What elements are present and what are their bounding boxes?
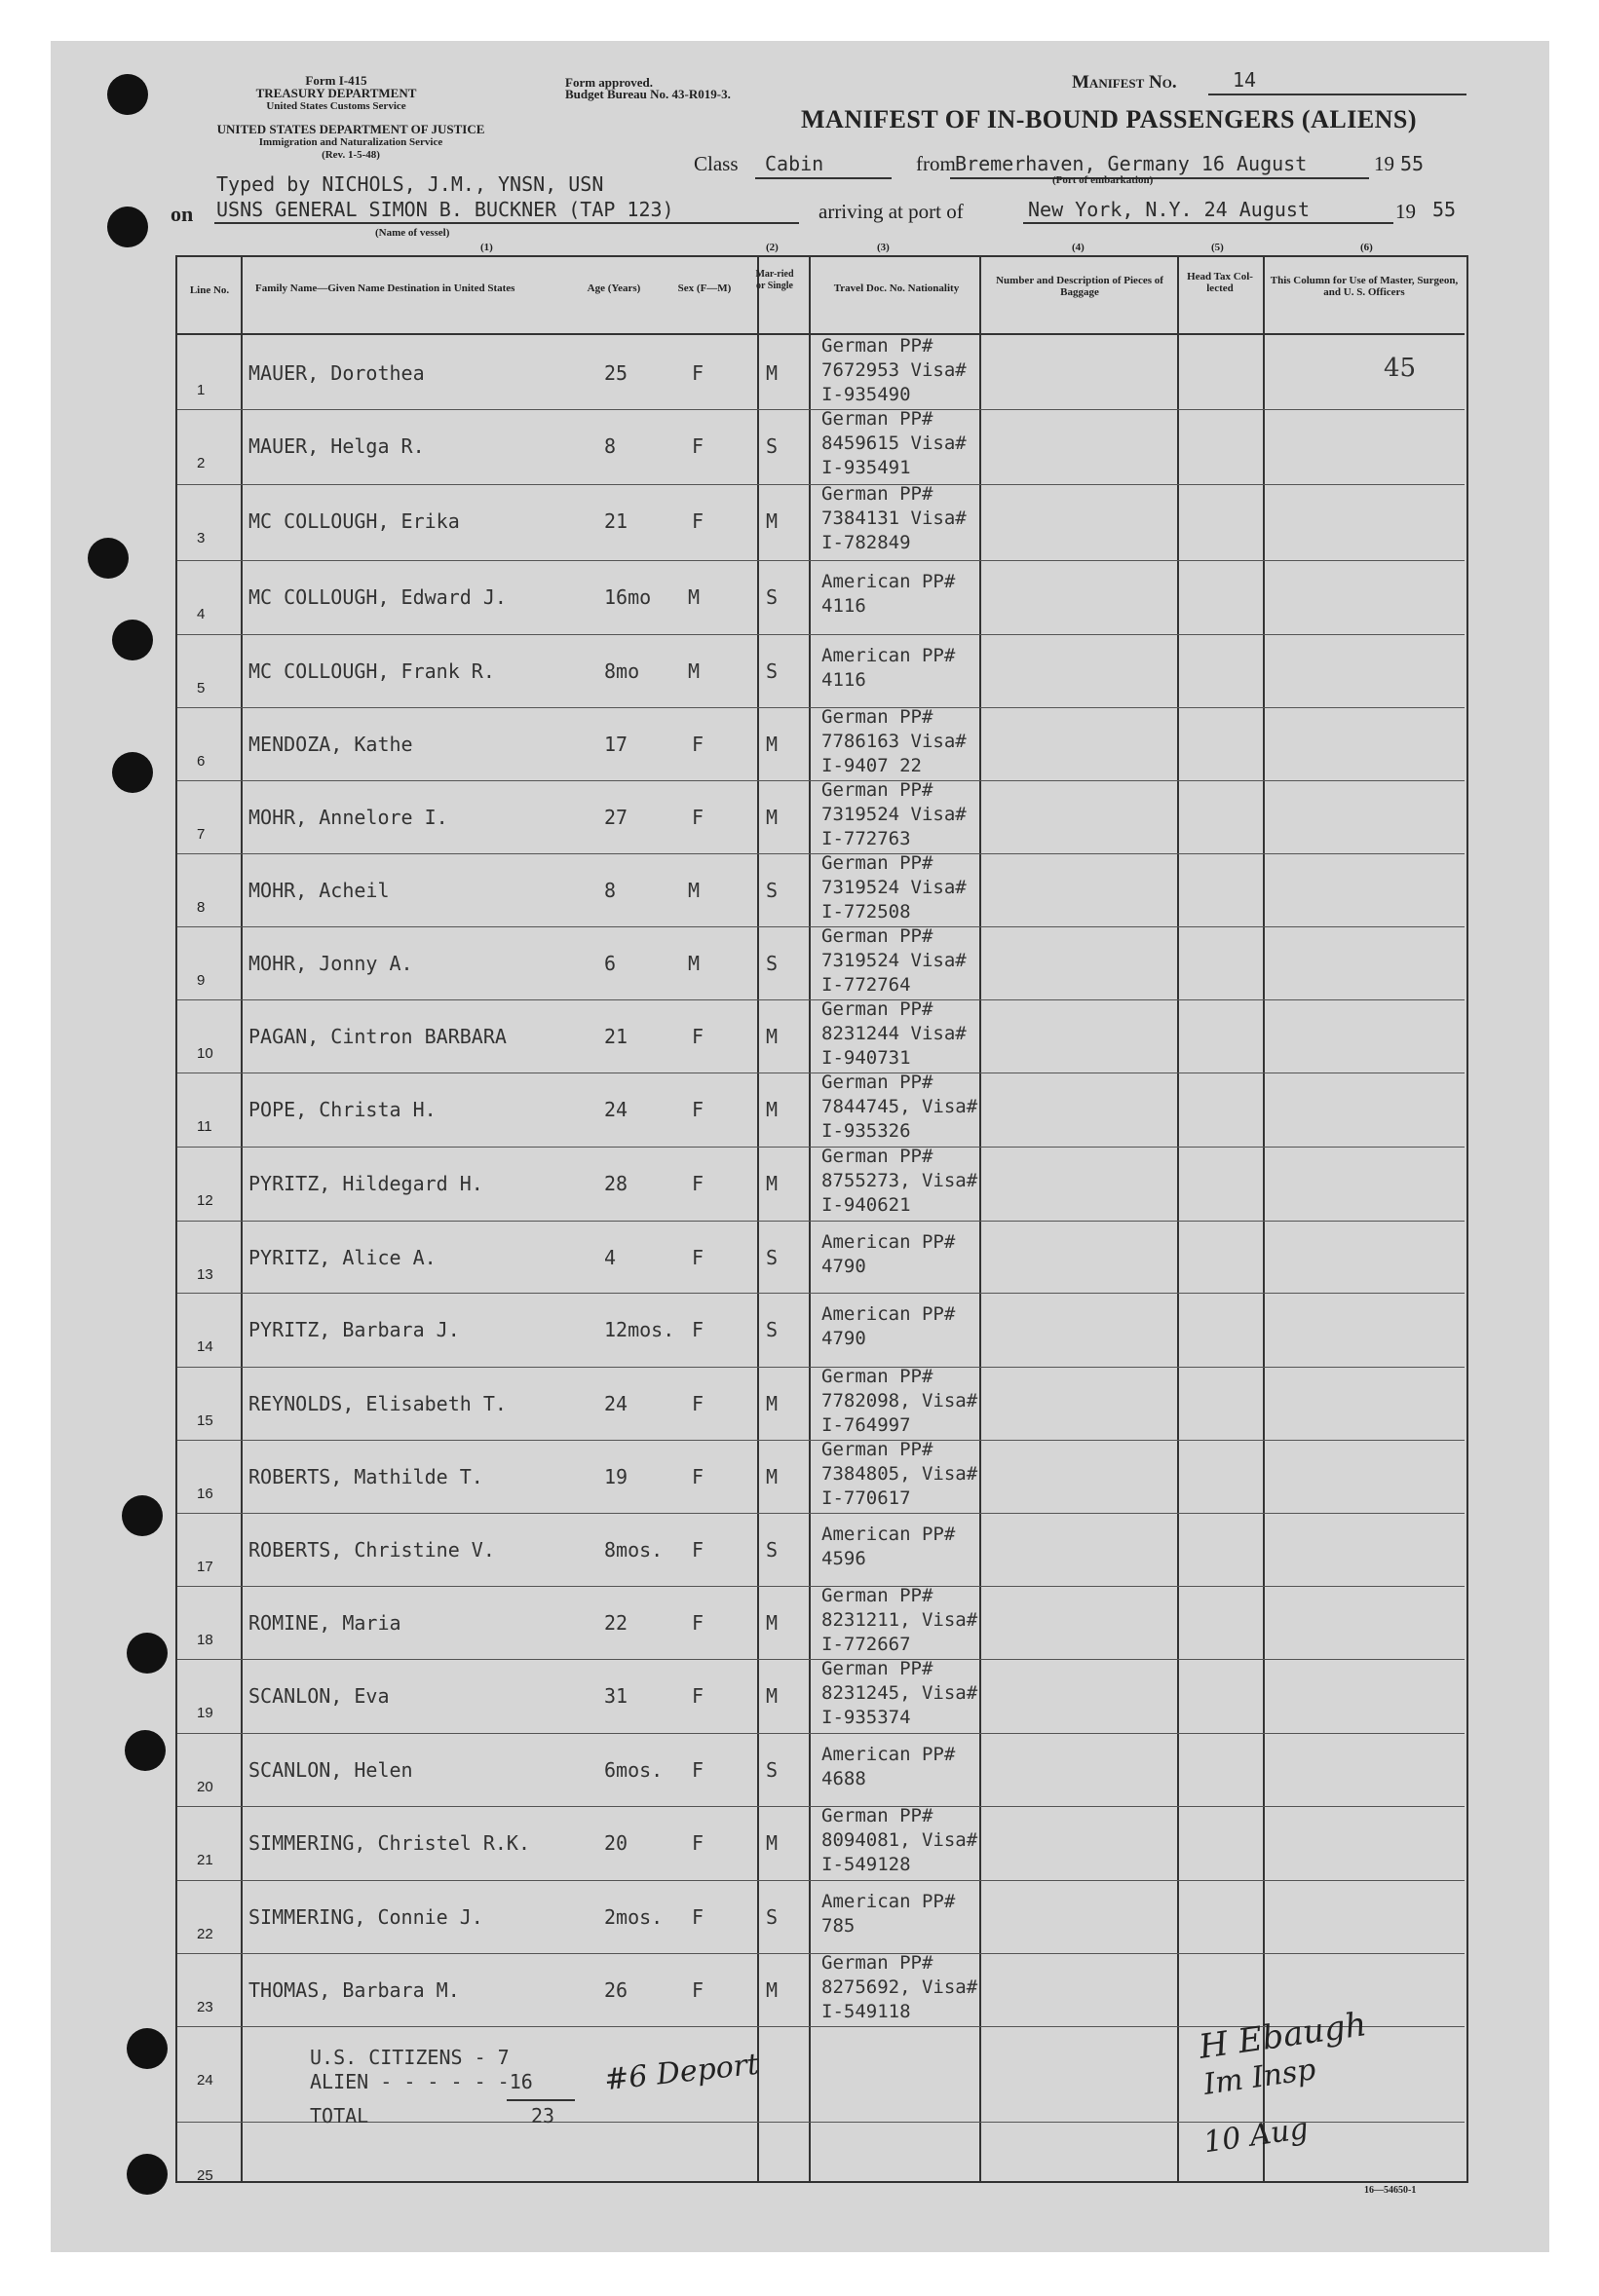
total-value: 23 xyxy=(531,2104,555,2127)
column-header-name: Family Name—Given Name Destination in United States xyxy=(255,282,515,294)
binder-hole xyxy=(112,620,153,660)
passenger-age: 24 xyxy=(604,1098,628,1121)
marital-status: M xyxy=(766,733,779,756)
column-header-sex: Sex (F—M) xyxy=(677,282,732,294)
passenger-sex: F xyxy=(692,1246,704,1269)
column-header-line: Line No. xyxy=(189,284,230,296)
travel-doc-line: 8275692, Visa# xyxy=(821,1976,978,1998)
passenger-age: 28 xyxy=(604,1172,628,1195)
line-number: 14 xyxy=(197,1338,213,1355)
line-number: 7 xyxy=(197,826,206,843)
column-header-head-tax: Head Tax Col-lected xyxy=(1187,271,1253,294)
passenger-name: ROBERTS, Mathilde T. xyxy=(248,1465,483,1488)
line-number: 9 xyxy=(197,972,206,989)
passenger-name: PAGAN, Cintron BARBARA xyxy=(248,1025,507,1048)
line-number: 21 xyxy=(197,1852,213,1868)
passenger-age: 21 xyxy=(604,509,628,533)
travel-doc-line: 4116 xyxy=(821,595,866,617)
travel-doc-line: I-935374 xyxy=(821,1707,911,1728)
line-number: 16 xyxy=(197,1486,213,1502)
travel-doc-line: German PP# xyxy=(821,1658,933,1679)
col-divider xyxy=(1263,255,1265,2181)
line-number: 1 xyxy=(197,382,206,398)
from-line xyxy=(950,177,1369,179)
travel-doc-line: 8231245, Visa# xyxy=(821,1682,978,1704)
col-divider xyxy=(757,255,759,2181)
marital-status: S xyxy=(766,434,779,458)
passenger-name: SIMMERING, Christel R.K. xyxy=(248,1831,530,1855)
passenger-age: 21 xyxy=(604,1025,628,1048)
passenger-sex: F xyxy=(692,1025,704,1048)
col-number: (1) xyxy=(480,242,493,253)
passenger-name: MOHR, Jonny A. xyxy=(248,952,413,975)
passenger-sex: F xyxy=(692,509,704,533)
travel-doc-line: 7844745, Visa# xyxy=(821,1096,978,1117)
travel-doc-line: I-940621 xyxy=(821,1194,911,1216)
line-number: 18 xyxy=(197,1632,213,1648)
footer-code: 16—54650-1 xyxy=(1364,2185,1417,2196)
travel-doc-line: 7786163 Visa# xyxy=(821,731,967,752)
line-number: 3 xyxy=(197,530,206,546)
col-number: (6) xyxy=(1360,242,1373,253)
passenger-name: MC COLLOUGH, Erika xyxy=(248,509,460,533)
col-number: (3) xyxy=(877,242,890,253)
travel-doc-line: 8231211, Visa# xyxy=(821,1609,978,1631)
line-number: 13 xyxy=(197,1266,213,1283)
arriving-value: New York, N.Y. 24 August xyxy=(1028,198,1310,221)
travel-doc-line: I-935490 xyxy=(821,384,911,405)
travel-doc-line: I-772764 xyxy=(821,974,911,996)
alien-total: ALIEN - - - - - -16 xyxy=(310,2070,533,2093)
travel-doc-line: American PP# xyxy=(821,571,956,592)
marital-status: M xyxy=(766,1684,779,1708)
passenger-sex: F xyxy=(692,733,704,756)
passenger-sex: F xyxy=(692,1318,704,1341)
passenger-name: PYRITZ, Barbara J. xyxy=(248,1318,460,1341)
port-embarkation-note: (Port of embarkation) xyxy=(1052,174,1154,186)
class-label: Class xyxy=(694,152,739,175)
passenger-age: 19 xyxy=(604,1465,628,1488)
passenger-name: MAUER, Helga R. xyxy=(248,434,425,458)
row-divider xyxy=(177,1221,1465,1222)
travel-doc-line: American PP# xyxy=(821,1231,956,1253)
travel-doc-line: I-549128 xyxy=(821,1854,911,1875)
passenger-sex: F xyxy=(692,806,704,829)
col-divider xyxy=(241,255,243,2181)
passenger-age: 25 xyxy=(604,361,628,385)
passenger-sex: M xyxy=(688,585,701,609)
passenger-age: 8mos. xyxy=(604,1538,664,1562)
travel-doc-line: 4790 xyxy=(821,1256,866,1277)
us-citizens-total: U.S. CITIZENS - 7 xyxy=(310,2046,510,2069)
row-divider xyxy=(177,1513,1465,1514)
travel-doc-line: German PP# xyxy=(821,1585,933,1606)
passenger-sex: F xyxy=(692,361,704,385)
page-title: MANIFEST OF IN-BOUND PASSENGERS (ALIENS) xyxy=(801,105,1418,133)
marital-status: S xyxy=(766,659,779,683)
travel-doc-line: I-770617 xyxy=(821,1487,911,1509)
travel-doc-line: 4790 xyxy=(821,1328,866,1349)
form-approved: Form approved. xyxy=(565,75,654,90)
travel-doc-line: 8755273, Visa# xyxy=(821,1170,978,1191)
arriving-year: 55 xyxy=(1432,198,1457,221)
passenger-name: SCANLON, Helen xyxy=(248,1758,413,1782)
travel-doc-line: 7384805, Visa# xyxy=(821,1463,978,1485)
travel-doc-line: 4688 xyxy=(821,1768,866,1789)
marital-status: S xyxy=(766,879,779,902)
line-number: 22 xyxy=(197,1926,213,1942)
travel-doc-line: German PP# xyxy=(821,998,933,1020)
travel-doc-line: 8459615 Visa# xyxy=(821,433,967,454)
from-value: Bremerhaven, Germany 16 August xyxy=(955,152,1308,175)
passenger-name: SIMMERING, Connie J. xyxy=(248,1905,483,1929)
travel-doc-line: 4116 xyxy=(821,669,866,691)
passenger-name: SCANLON, Eva xyxy=(248,1684,390,1708)
travel-doc-line: I-935326 xyxy=(821,1120,911,1142)
line-number: 15 xyxy=(197,1412,213,1429)
row-divider xyxy=(177,1733,1465,1734)
col-divider xyxy=(1177,255,1179,2181)
travel-doc-line: American PP# xyxy=(821,1744,956,1765)
travel-doc-line: German PP# xyxy=(821,779,933,801)
passenger-sex: F xyxy=(692,1978,704,2002)
travel-doc-line: American PP# xyxy=(821,1891,956,1912)
row-divider xyxy=(177,634,1465,635)
inspection-date: 10 Aug xyxy=(1201,2111,1311,2161)
binder-hole xyxy=(122,1495,163,1536)
binder-hole xyxy=(88,538,129,579)
travel-doc-line: I-772763 xyxy=(821,828,911,849)
passenger-name: ROMINE, Maria xyxy=(248,1611,401,1635)
travel-doc-line: I-782849 xyxy=(821,532,911,553)
binder-hole xyxy=(127,2154,168,2195)
typed-by: Typed by NICHOLS, J.M., YNSN, USN xyxy=(216,172,604,196)
manifest-no-value: 14 xyxy=(1233,68,1257,92)
vessel-line xyxy=(214,222,799,224)
passenger-name: MOHR, Acheil xyxy=(248,879,390,902)
passenger-sex: F xyxy=(692,434,704,458)
arriving-label: arriving at port of xyxy=(819,200,964,223)
marital-status: M xyxy=(766,1392,779,1415)
marital-status: M xyxy=(766,1831,779,1855)
passenger-name: MC COLLOUGH, Frank R. xyxy=(248,659,495,683)
travel-doc-line: German PP# xyxy=(821,1366,933,1387)
column-header-master: This Column for Use of Master, Surgeon, and U. S. Officers xyxy=(1270,275,1459,298)
travel-doc-line: German PP# xyxy=(821,1805,933,1826)
travel-doc-line: 8231244 Visa# xyxy=(821,1023,967,1044)
line-number: 25 xyxy=(197,2167,213,2184)
ins-label: Immigration and Naturalization Service xyxy=(258,136,443,148)
line-number: 23 xyxy=(197,1999,213,2015)
marital-status: M xyxy=(766,806,779,829)
travel-doc-line: German PP# xyxy=(821,1439,933,1460)
treasury-department: TREASURY DEPARTMENT xyxy=(255,86,417,100)
justice-department: UNITED STATES DEPARTMENT OF JUSTICE xyxy=(216,122,485,136)
line-number: 10 xyxy=(197,1045,213,1062)
column-header-travel-doc: Travel Doc. No. Nationality xyxy=(833,282,960,294)
row-divider xyxy=(177,560,1465,561)
vessel-name: USNS GENERAL SIMON B. BUCKNER (TAP 123) xyxy=(216,198,674,221)
passenger-sex: F xyxy=(692,1098,704,1121)
marital-status: M xyxy=(766,361,779,385)
passenger-age: 20 xyxy=(604,1831,628,1855)
travel-doc-line: 8094081, Visa# xyxy=(821,1829,978,1851)
line-number: 12 xyxy=(197,1192,213,1209)
binder-hole xyxy=(112,752,153,793)
passenger-sex: F xyxy=(692,1172,704,1195)
travel-doc-line: German PP# xyxy=(821,852,933,874)
passenger-sex: F xyxy=(692,1758,704,1782)
binder-hole xyxy=(107,74,148,115)
passenger-age: 4 xyxy=(604,1246,617,1269)
passenger-name: MENDOZA, Kathe xyxy=(248,733,413,756)
travel-doc-line: 7319524 Visa# xyxy=(821,804,967,825)
passenger-sex: F xyxy=(692,1684,704,1708)
line-number: 4 xyxy=(197,606,206,622)
marital-status: M xyxy=(766,1025,779,1048)
passenger-age: 6 xyxy=(604,952,617,975)
col-number: (4) xyxy=(1072,242,1085,253)
travel-doc-line: I-9407 22 xyxy=(821,755,922,776)
passenger-age: 24 xyxy=(604,1392,628,1415)
passenger-age: 31 xyxy=(604,1684,628,1708)
marital-status: S xyxy=(766,1318,779,1341)
passenger-name: PYRITZ, Hildegard H. xyxy=(248,1172,483,1195)
arriving-line xyxy=(1023,222,1393,224)
revision-label: (Rev. 1-5-48) xyxy=(322,149,380,161)
passenger-sex: F xyxy=(692,1905,704,1929)
passenger-age: 8mo xyxy=(604,659,640,683)
travel-doc-line: 7319524 Visa# xyxy=(821,950,967,971)
passenger-age: 8 xyxy=(604,434,617,458)
row-divider xyxy=(177,1880,1465,1881)
col-number: (5) xyxy=(1211,242,1224,253)
class-line xyxy=(755,177,892,179)
passenger-sex: M xyxy=(688,879,701,902)
binder-hole xyxy=(107,207,148,247)
marital-status: M xyxy=(766,1978,779,2002)
travel-doc-line: American PP# xyxy=(821,1303,956,1325)
vessel-note: (Name of vessel) xyxy=(375,227,450,239)
officer-note: 45 xyxy=(1384,354,1417,383)
passenger-sex: M xyxy=(688,952,701,975)
column-header-baggage: Number and Description of Pieces of Baggage xyxy=(996,275,1163,298)
column-header-married: Mar-ried or Single xyxy=(755,269,794,291)
passenger-sex: F xyxy=(692,1392,704,1415)
line-number: 17 xyxy=(197,1559,213,1575)
marital-status: M xyxy=(766,1098,779,1121)
travel-doc-line: German PP# xyxy=(821,1146,933,1167)
from-label: from xyxy=(916,152,956,175)
passenger-name: REYNOLDS, Elisabeth T. xyxy=(248,1392,507,1415)
inspector-title: Im Insp xyxy=(1201,2052,1318,2102)
travel-doc-line: I-940731 xyxy=(821,1047,911,1069)
customs-service: United States Customs Service xyxy=(266,100,406,112)
travel-doc-line: German PP# xyxy=(821,1952,933,1974)
binder-hole xyxy=(127,2028,168,2069)
budget-bureau: Budget Bureau No. 43-R019-3. xyxy=(565,87,731,101)
passenger-sex: F xyxy=(692,1465,704,1488)
binder-hole xyxy=(125,1730,166,1771)
marital-status: S xyxy=(766,1758,779,1782)
travel-doc-line: I-549118 xyxy=(821,2001,911,2022)
passenger-sex: F xyxy=(692,1611,704,1635)
travel-doc-line: I-772667 xyxy=(821,1634,911,1655)
passenger-name: ROBERTS, Christine V. xyxy=(248,1538,495,1562)
passenger-age: 22 xyxy=(604,1611,628,1635)
travel-doc-line: I-935491 xyxy=(821,457,911,478)
col-divider xyxy=(979,255,981,2181)
travel-doc-line: American PP# xyxy=(821,1524,956,1545)
travel-doc-line: German PP# xyxy=(821,1072,933,1093)
class-value: Cabin xyxy=(765,152,824,175)
passenger-age: 6mos. xyxy=(604,1758,664,1782)
passenger-age: 26 xyxy=(604,1978,628,2002)
line-number: 5 xyxy=(197,680,206,696)
passenger-name: THOMAS, Barbara M. xyxy=(248,1978,460,2002)
passenger-age: 27 xyxy=(604,806,628,829)
travel-doc-line: German PP# xyxy=(821,706,933,728)
form-number: Form I-415 xyxy=(305,73,367,88)
passenger-name: POPE, Christa H. xyxy=(248,1098,437,1121)
line-number: 8 xyxy=(197,899,206,916)
on-label: on xyxy=(171,202,194,226)
travel-doc-line: 7672953 Visa# xyxy=(821,359,967,381)
travel-doc-line: German PP# xyxy=(821,335,933,357)
manifest-no-line xyxy=(1208,94,1466,95)
passenger-name: MOHR, Annelore I. xyxy=(248,806,448,829)
line-number: 6 xyxy=(197,753,206,770)
column-header-age: Age (Years) xyxy=(587,282,641,294)
passenger-name: PYRITZ, Alice A. xyxy=(248,1246,437,1269)
marital-status: S xyxy=(766,1905,779,1929)
travel-doc-line: 785 xyxy=(821,1915,856,1937)
marital-status: M xyxy=(766,1465,779,1488)
col-number: (2) xyxy=(766,242,779,253)
binder-hole xyxy=(127,1633,168,1674)
passenger-name: MAUER, Dorothea xyxy=(248,361,425,385)
marital-status: S xyxy=(766,585,779,609)
line-number: 19 xyxy=(197,1705,213,1721)
line-number: 24 xyxy=(197,2072,213,2089)
from-year: 55 xyxy=(1400,152,1425,175)
travel-doc-line: German PP# xyxy=(821,925,933,947)
marital-status: S xyxy=(766,1538,779,1562)
line-number: 11 xyxy=(197,1118,212,1135)
passenger-name: MC COLLOUGH, Edward J. xyxy=(248,585,507,609)
arriving-year-prefix: 19 xyxy=(1395,200,1416,223)
travel-doc-line: 7782098, Visa# xyxy=(821,1390,978,1411)
marital-status: M xyxy=(766,1172,779,1195)
travel-doc-line: I-764997 xyxy=(821,1414,911,1436)
passenger-sex: F xyxy=(692,1831,704,1855)
total-underline xyxy=(507,2099,575,2101)
travel-doc-line: 7319524 Visa# xyxy=(821,877,967,898)
passenger-sex: M xyxy=(688,659,701,683)
total-label: TOTAL xyxy=(310,2104,369,2127)
passenger-age: 12mos. xyxy=(604,1318,675,1341)
marital-status: M xyxy=(766,509,779,533)
line-number: 20 xyxy=(197,1779,213,1795)
travel-doc-line: American PP# xyxy=(821,645,956,666)
travel-doc-line: German PP# xyxy=(821,408,933,430)
line-number: 2 xyxy=(197,455,206,471)
col-divider xyxy=(809,255,811,2181)
handwritten-deport-note: #6 Deport xyxy=(602,2047,761,2098)
passenger-age: 16mo xyxy=(604,585,652,609)
passenger-age: 17 xyxy=(604,733,628,756)
marital-status: M xyxy=(766,1611,779,1635)
row-divider xyxy=(177,1293,1465,1294)
from-year-prefix: 19 xyxy=(1374,152,1394,175)
manifest-no-label: Manifest No. xyxy=(1072,72,1177,93)
marital-status: S xyxy=(766,1246,779,1269)
travel-doc-line: German PP# xyxy=(821,483,933,505)
travel-doc-line: 4596 xyxy=(821,1548,866,1569)
marital-status: S xyxy=(766,952,779,975)
travel-doc-line: 7384131 Visa# xyxy=(821,508,967,529)
travel-doc-line: I-772508 xyxy=(821,901,911,922)
passenger-sex: F xyxy=(692,1538,704,1562)
passenger-age: 8 xyxy=(604,879,617,902)
passenger-age: 2mos. xyxy=(604,1905,664,1929)
inspector-signature: H Ebaugh xyxy=(1197,2005,1369,2067)
